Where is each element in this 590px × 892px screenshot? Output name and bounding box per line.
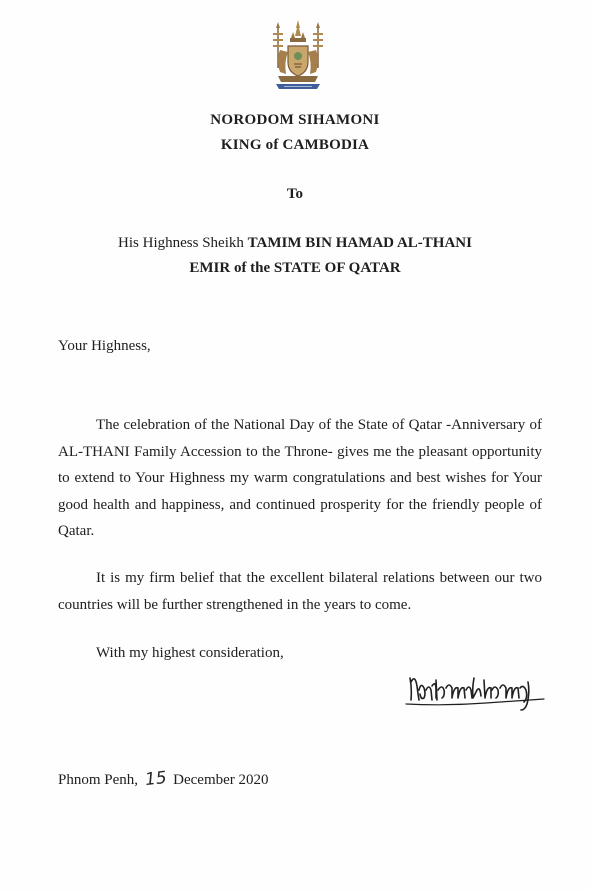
- to-label: To: [286, 186, 304, 202]
- recipient-prefix: His Highness Sheikh: [118, 235, 248, 251]
- dateline: [58, 769, 269, 789]
- recipient-name: [0, 235, 590, 252]
- date-month-year: December 2020: [173, 772, 269, 788]
- body-paragraph-1: The celebration of the National Day of the State of Qatar -Anniversary of AL-THANI Family Accession to the Throne- gives me the pleasant opportunity to extend to Your Highness my warm congratulations and best wishes for Your good health and happiness, and continued prosperity for the friendly people of Qatar.: [58, 417, 542, 539]
- closing-line: With my highest consideration,: [96, 645, 284, 661]
- body-paragraph-2: It is my firm belief that the excellent bilateral relations between our two countries will be further strengthened in the years to come.: [58, 570, 542, 613]
- sender-title: KING of CAMBODIA: [220, 137, 370, 153]
- recipient-title: EMIR of the STATE OF QATAR: [189, 260, 401, 276]
- recipient-full-name: TAMIM BIN HAMAD AL-THANI: [247, 235, 472, 251]
- date-place: Phnom Penh,: [58, 772, 139, 788]
- royal-coat-of-arms-icon: [266, 18, 330, 98]
- salutation: Your Highness,: [58, 338, 151, 354]
- date-day-handwritten: 15: [143, 767, 168, 791]
- handwritten-signature-icon: [404, 668, 546, 712]
- sender-name: NORODOM SIHAMONI: [210, 112, 380, 128]
